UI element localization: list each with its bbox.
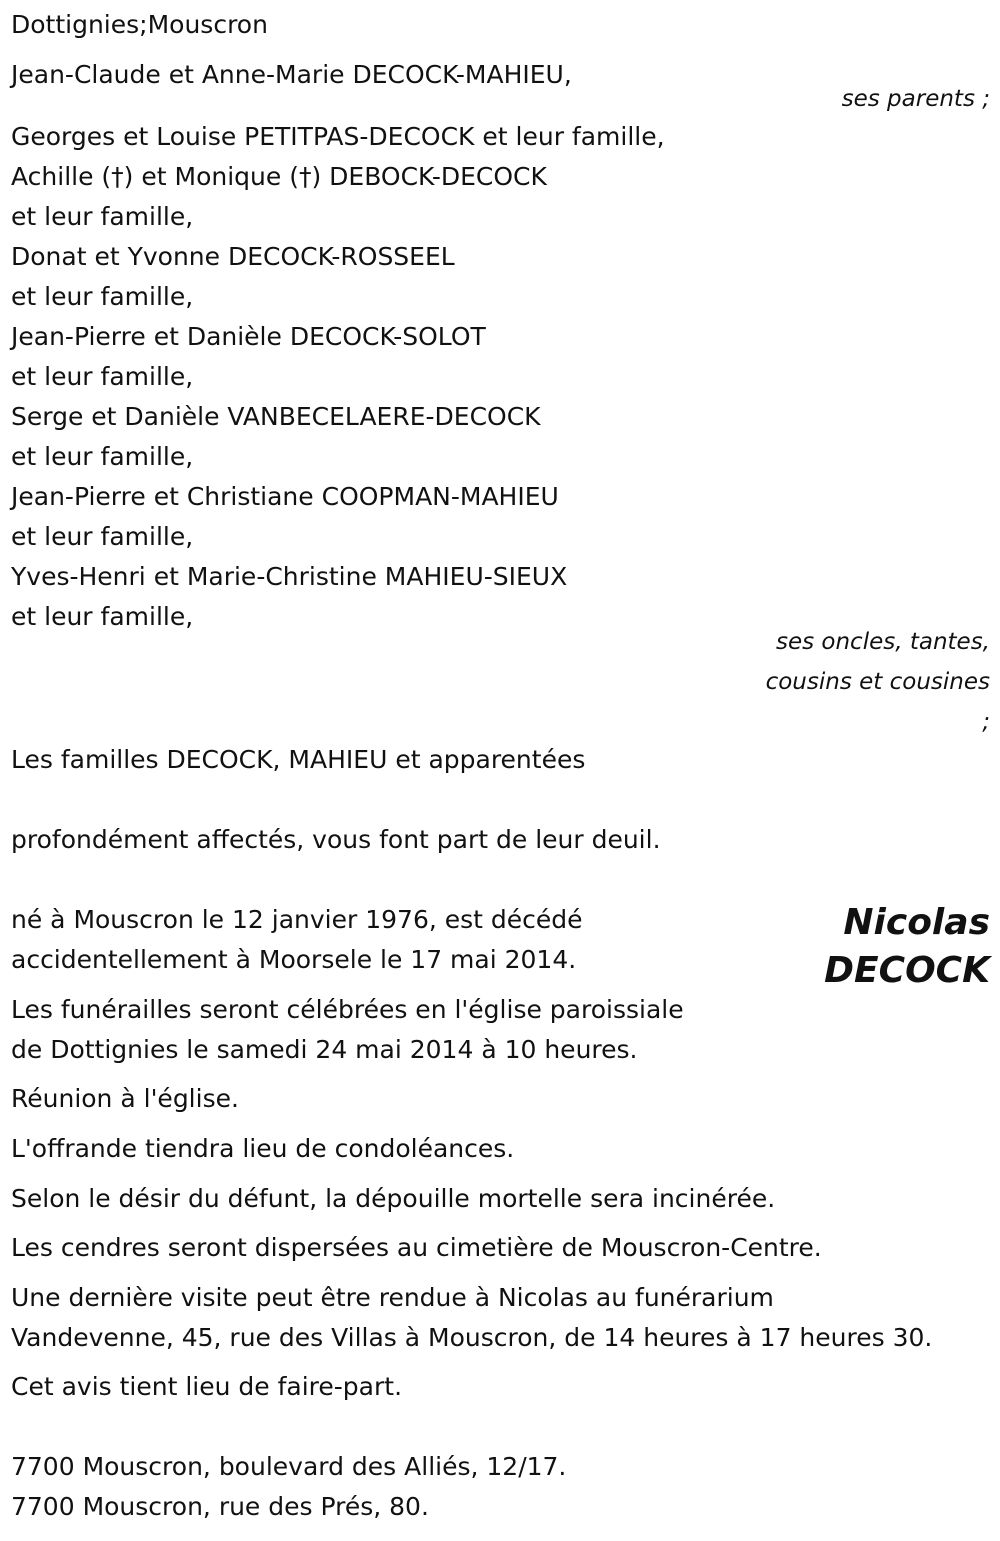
relatives-role-line: ses oncles, tantes, <box>775 629 990 655</box>
relative-line: Yves-Henri et Marie-Christine MAHIEU-SIEUX <box>11 562 568 591</box>
birth-death-line: accidentellement à Moorsele le 17 mai 2014. <box>11 945 577 974</box>
relative-line: et leur famille, <box>11 202 194 231</box>
notice-line: Cet avis tient lieu de faire-part. <box>11 1372 403 1401</box>
deceased-last-name: DECOCK <box>824 950 990 991</box>
relative-line: et leur famille, <box>11 442 194 471</box>
birth-death-line: né à Mouscron le 12 janvier 1976, est décédé <box>11 905 583 934</box>
meeting-line: Réunion à l'église. <box>11 1084 239 1113</box>
deceased-first-name: Nicolas <box>843 902 990 943</box>
families-line: Les familles DECOCK, MAHIEU et apparentées <box>11 745 586 774</box>
relative-line: et leur famille, <box>11 602 194 631</box>
relative-line: Georges et Louise PETITPAS-DECOCK et leur famille, <box>11 122 665 151</box>
cremation-line: Selon le désir du défunt, la dépouille mortelle sera incinérée. <box>11 1184 776 1213</box>
funeral-line: Les funérailles seront célébrées en l'église paroissiale <box>11 995 684 1024</box>
relative-line: Serge et Danièle VANBECELAERE-DECOCK <box>11 402 541 431</box>
visit-line: Une dernière visite peut être rendue à Nicolas au funérarium <box>11 1283 774 1312</box>
ashes-line: Les cendres seront dispersées au cimetière de Mouscron-Centre. <box>11 1233 822 1262</box>
relative-line: et leur famille, <box>11 362 194 391</box>
relative-line: Jean-Pierre et Christiane COOPMAN-MAHIEU <box>11 482 559 511</box>
offering-line: L'offrande tiendra lieu de condoléances. <box>11 1134 515 1163</box>
visit-line: Vandevenne, 45, rue des Villas à Mouscron, de 14 heures à 17 heures 30. <box>11 1323 933 1352</box>
relative-line: Donat et Yvonne DECOCK-ROSSEEL <box>11 242 455 271</box>
parents-role: ses parents ; <box>841 86 990 112</box>
parents-names: Jean-Claude et Anne-Marie DECOCK-MAHIEU, <box>11 60 572 89</box>
relative-line: et leur famille, <box>11 282 194 311</box>
funeral-line: de Dottignies le samedi 24 mai 2014 à 10 heures. <box>11 1035 638 1064</box>
address-line: 7700 Mouscron, boulevard des Alliés, 12/17. <box>11 1452 567 1481</box>
relative-line: Achille (†) et Monique (†) DEBOCK-DECOCK <box>11 162 547 191</box>
relatives-role-line: ; <box>982 709 990 735</box>
address-line: 7700 Mouscron, rue des Prés, 80. <box>11 1492 429 1521</box>
announcement-line: profondément affectés, vous font part de leur deuil. <box>11 825 661 854</box>
relatives-role-line: cousins et cousines <box>765 669 990 695</box>
relative-line: et leur famille, <box>11 522 194 551</box>
location-header: Dottignies;Mouscron <box>11 10 268 39</box>
relative-line: Jean-Pierre et Danièle DECOCK-SOLOT <box>11 322 486 351</box>
